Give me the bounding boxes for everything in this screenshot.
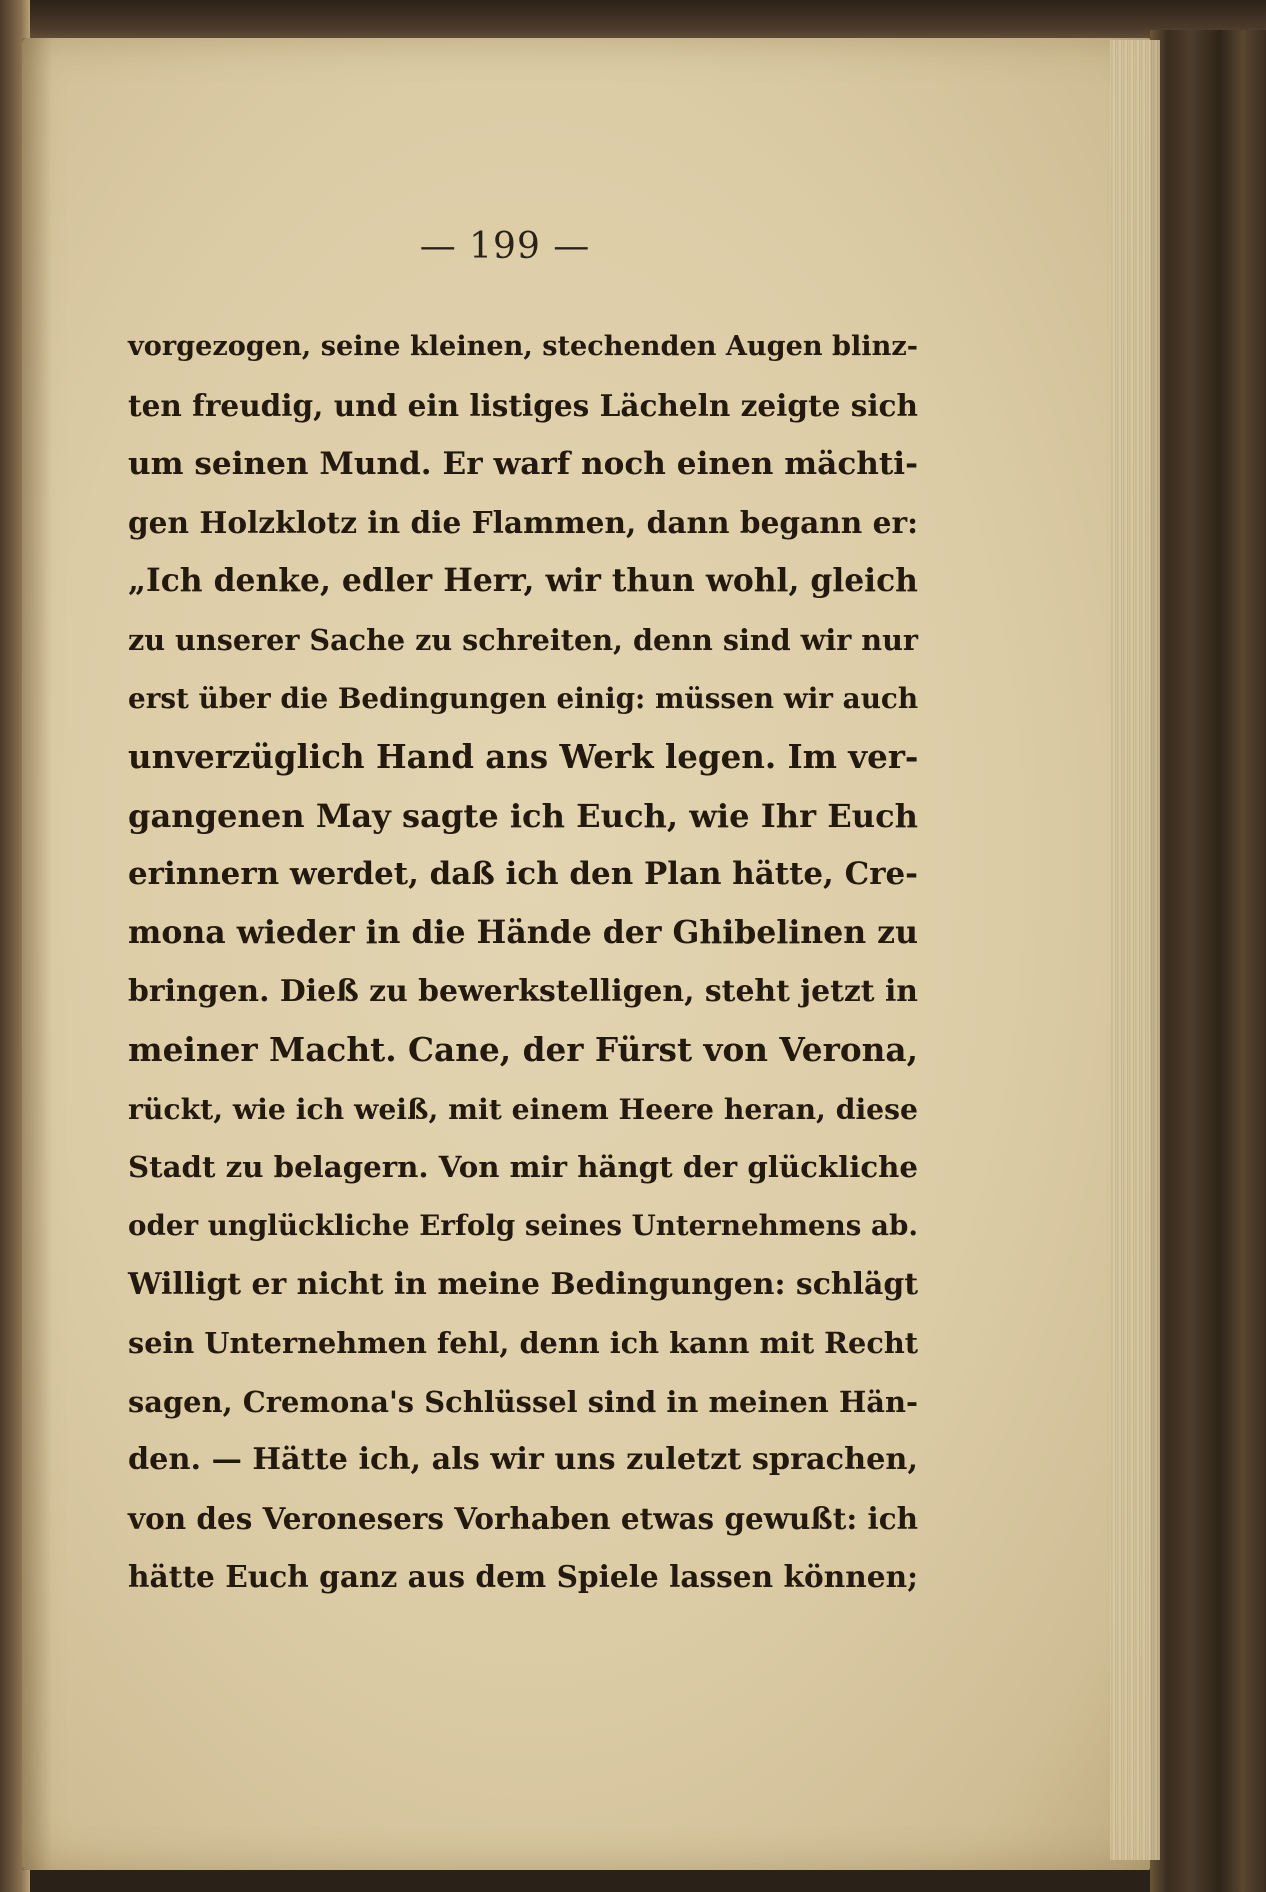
text-line: bringen. Dieß zu bewerkstelligen, steht jetzt in [128, 973, 918, 1009]
text-line: von des Veronesers Vorhaben etwas gewußt: ich [128, 1500, 918, 1536]
text-line: erinnern werdet, daß ich den Plan hätte, Cre- [128, 856, 918, 893]
text-line: hätte Euch ganz aus dem Spiele lassen können; [128, 1559, 918, 1595]
page-number-header: — 199 — [419, 226, 591, 267]
text-line: sein Unternehmen fehl, denn ich kann mit Recht [128, 1326, 919, 1361]
text-line: den. — Hätte ich, als wir uns zuletzt sprachen, [128, 1442, 918, 1478]
page-edges [1110, 40, 1160, 1860]
page-body-text [128, 318, 918, 1607]
text-line: Willigt er nicht in meine Bedingungen: schlägt [128, 1266, 918, 1302]
text-line: mona wieder in die Hände der Ghibelinen zu [128, 913, 918, 951]
text-line: zu unserer Sache zu schreiten, denn sind wir nur [128, 622, 918, 657]
page-gutter [22, 38, 52, 1870]
text-line: erst über die Bedingungen einig: müssen wir auch [128, 681, 919, 715]
text-line: „Ich denke, edler Herr, wir thun wohl, gleich [128, 563, 918, 600]
text-line: um seinen Mund. Er warf noch einen mächti- [128, 446, 918, 483]
text-line: vorgezogen, seine kleinen, stechenden Augen blinz- [128, 331, 918, 362]
text-line: meiner Macht. Cane, der Fürst von Verona, [128, 1030, 918, 1070]
text-line: gangenen May sagte ich Euch, wie Ihr Euch [128, 796, 918, 835]
text-line: rückt, wie ich weiß, mit einem Heere heran, diese [128, 1091, 918, 1126]
text-line: Stadt zu belagern. Von mir hängt der glückliche [128, 1150, 918, 1185]
text-line: unverzüglich Hand ans Werk legen. Im ver- [128, 738, 919, 777]
text-line: ten freudig, und ein listiges Lächeln zeigte sich [128, 387, 918, 423]
text-line: sagen, Cremona's Schlüssel sind in meinen Hän- [128, 1384, 918, 1419]
book-cover-right [1150, 30, 1266, 1892]
text-line: oder unglückliche Erfolg seines Unternehmens ab. [128, 1208, 918, 1242]
text-line: gen Holzklotz in die Flammen, dann begann er: [128, 504, 918, 540]
